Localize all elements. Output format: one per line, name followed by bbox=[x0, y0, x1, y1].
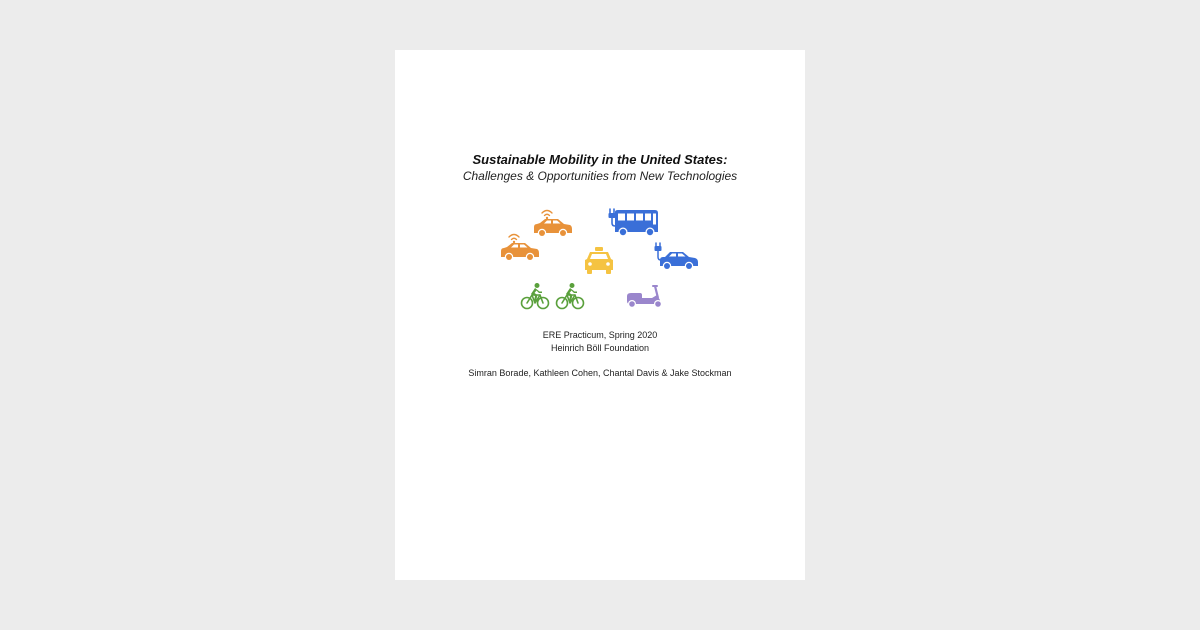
electric-car-icon bbox=[653, 242, 699, 272]
document-title: Sustainable Mobility in the United States: bbox=[472, 152, 728, 167]
bicycle-icon bbox=[555, 282, 585, 312]
bicycle-icon bbox=[520, 282, 550, 312]
course-line: ERE Practicum, Spring 2020 bbox=[542, 330, 658, 340]
taxi-icon bbox=[583, 246, 615, 276]
document-subtitle: Challenges & Opportunities from New Technologies bbox=[462, 169, 738, 183]
authors-line: Simran Borade, Kathleen Cohen, Chantal Davis & Jake Stockman bbox=[468, 368, 732, 378]
organization-line: Heinrich Böll Foundation bbox=[550, 343, 650, 353]
scooter-icon bbox=[624, 283, 664, 309]
document-page bbox=[395, 50, 805, 580]
electric-bus-icon bbox=[606, 207, 660, 239]
connected-car-icon bbox=[499, 232, 541, 264]
